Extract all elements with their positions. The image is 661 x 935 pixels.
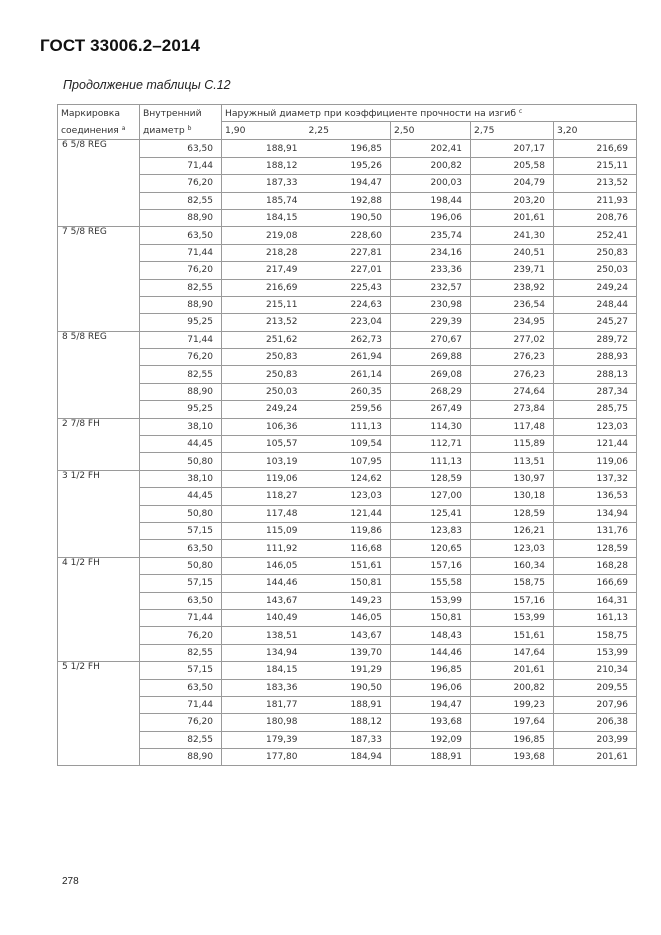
outer-diameter-cell: 151,61 — [471, 627, 554, 644]
outer-diameter-cell: 230,98 — [391, 296, 471, 313]
table-row — [58, 349, 637, 366]
outer-diameter-cell: 201,61 — [471, 662, 554, 679]
outer-diameter-cell: 155,58 — [391, 575, 471, 592]
outer-diameter-cell: 227,81 — [306, 244, 391, 261]
outer-diameter-cell: 179,39 — [222, 731, 306, 748]
connection-designation: 4 1/2 FH — [58, 557, 140, 661]
outer-diameter-cell: 184,94 — [306, 749, 391, 766]
connection-designation: 3 1/2 FH — [58, 470, 140, 557]
outer-diameter-cell: 269,08 — [391, 366, 471, 383]
outer-diameter-cell: 288,93 — [554, 349, 637, 366]
outer-diameter-cell: 112,71 — [391, 436, 471, 453]
table-row — [58, 418, 637, 435]
outer-diameter-cell: 203,99 — [554, 731, 637, 748]
inner-diameter-cell: 88,90 — [140, 209, 222, 226]
outer-diameter-cell: 192,88 — [306, 192, 391, 209]
outer-diameter-cell: 153,99 — [471, 609, 554, 626]
table-row — [58, 627, 637, 644]
outer-diameter-cell: 234,16 — [391, 244, 471, 261]
inner-diameter-cell: 44,45 — [140, 488, 222, 505]
outer-diameter-cell: 147,64 — [471, 644, 554, 661]
outer-diameter-cell: 130,18 — [471, 488, 554, 505]
inner-diameter-cell: 76,20 — [140, 262, 222, 279]
outer-diameter-cell: 217,49 — [222, 262, 306, 279]
outer-diameter-cell: 200,03 — [391, 175, 471, 192]
outer-diameter-cell: 160,34 — [471, 557, 554, 574]
outer-diameter-cell: 285,75 — [554, 401, 637, 418]
table-row — [58, 227, 637, 244]
outer-diameter-cell: 125,41 — [391, 505, 471, 522]
outer-diameter-cell: 250,03 — [222, 383, 306, 400]
connection-designation: 8 5/8 REG — [58, 331, 140, 418]
outer-diameter-cell: 225,43 — [306, 279, 391, 296]
outer-diameter-cell: 180,98 — [222, 714, 306, 731]
table-row — [58, 488, 637, 505]
table-row — [58, 192, 637, 209]
outer-diameter-cell: 274,64 — [471, 383, 554, 400]
outer-diameter-cell: 134,94 — [222, 644, 306, 661]
inner-diameter-cell: 76,20 — [140, 349, 222, 366]
outer-diameter-cell: 187,33 — [222, 175, 306, 192]
inner-diameter-cell: 63,50 — [140, 540, 222, 557]
outer-diameter-cell: 269,88 — [391, 349, 471, 366]
outer-diameter-cell: 241,30 — [471, 227, 554, 244]
table-row — [58, 557, 637, 574]
outer-diameter-cell: 128,59 — [554, 540, 637, 557]
inner-diameter-cell: 71,44 — [140, 244, 222, 261]
inner-diameter-cell: 82,55 — [140, 731, 222, 748]
table-row — [58, 157, 637, 174]
inner-diameter-cell: 88,90 — [140, 296, 222, 313]
inner-diameter-cell: 88,90 — [140, 383, 222, 400]
header-designation-footnote: а — [121, 125, 126, 133]
outer-diameter-cell: 119,06 — [222, 470, 306, 487]
outer-diameter-cell: 219,08 — [222, 227, 306, 244]
inner-diameter-cell: 50,80 — [140, 453, 222, 470]
outer-diameter-cell: 138,51 — [222, 627, 306, 644]
outer-diameter-cell: 224,63 — [306, 296, 391, 313]
header-inner-diameter-footnote: b — [187, 125, 192, 133]
outer-diameter-cell: 117,48 — [222, 505, 306, 522]
outer-diameter-cell: 196,85 — [391, 662, 471, 679]
inner-diameter-cell: 57,15 — [140, 522, 222, 539]
outer-diameter-cell: 146,05 — [222, 557, 306, 574]
inner-diameter-cell: 82,55 — [140, 192, 222, 209]
outer-diameter-cell: 216,69 — [554, 140, 637, 157]
inner-diameter-cell: 50,80 — [140, 557, 222, 574]
header-outer-diameter-footnote: c — [518, 107, 523, 115]
outer-diameter-cell: 249,24 — [222, 401, 306, 418]
outer-diameter-cell: 232,57 — [391, 279, 471, 296]
table-row — [58, 453, 637, 470]
outer-diameter-cell: 144,46 — [391, 644, 471, 661]
outer-diameter-cell: 153,99 — [391, 592, 471, 609]
table-row — [58, 331, 637, 348]
outer-diameter-cell: 236,54 — [471, 296, 554, 313]
outer-diameter-cell: 213,52 — [554, 175, 637, 192]
outer-diameter-cell: 211,93 — [554, 192, 637, 209]
outer-diameter-cell: 201,61 — [554, 749, 637, 766]
outer-diameter-cell: 119,86 — [306, 522, 391, 539]
outer-diameter-cell: 209,55 — [554, 679, 637, 696]
table-row — [58, 696, 637, 713]
header-coef-5: 3,20 — [554, 122, 637, 140]
inner-diameter-cell: 63,50 — [140, 140, 222, 157]
header-coef-2: 2,25 — [306, 122, 391, 140]
header-row-1 — [58, 105, 637, 122]
outer-diameter-cell: 216,69 — [222, 279, 306, 296]
outer-diameter-cell: 249,24 — [554, 279, 637, 296]
outer-diameter-cell: 234,95 — [471, 314, 554, 331]
outer-diameter-cell: 194,47 — [391, 696, 471, 713]
header-inner-diameter-cont — [140, 122, 222, 140]
header-inner-diameter-line2: диаметр — [143, 125, 185, 137]
header-inner-diameter — [140, 105, 222, 122]
outer-diameter-cell: 260,35 — [306, 383, 391, 400]
table-row — [58, 679, 637, 696]
header-coef-1: 1,90 — [222, 122, 306, 140]
outer-diameter-cell: 195,26 — [306, 157, 391, 174]
table-row — [58, 262, 637, 279]
table-row — [58, 436, 637, 453]
outer-diameter-cell: 248,44 — [554, 296, 637, 313]
outer-diameter-cell: 188,12 — [306, 714, 391, 731]
table-row — [58, 140, 637, 157]
outer-diameter-cell: 288,13 — [554, 366, 637, 383]
outer-diameter-cell: 206,38 — [554, 714, 637, 731]
outer-diameter-cell: 123,03 — [471, 540, 554, 557]
table-row — [58, 279, 637, 296]
table-row — [58, 401, 637, 418]
table-row — [58, 366, 637, 383]
outer-diameter-cell: 250,83 — [222, 349, 306, 366]
outer-diameter-cell: 143,67 — [306, 627, 391, 644]
outer-diameter-cell: 229,39 — [391, 314, 471, 331]
document-title: ГОСТ 33006.2–2014 — [40, 36, 201, 55]
table-row — [58, 383, 637, 400]
table-row — [58, 575, 637, 592]
outer-diameter-cell: 140,49 — [222, 609, 306, 626]
outer-diameter-cell: 196,06 — [391, 679, 471, 696]
inner-diameter-cell: 63,50 — [140, 227, 222, 244]
inner-diameter-cell: 71,44 — [140, 696, 222, 713]
outer-diameter-cell: 107,95 — [306, 453, 391, 470]
outer-diameter-cell: 208,76 — [554, 209, 637, 226]
outer-diameter-cell: 144,46 — [222, 575, 306, 592]
table-body — [58, 140, 637, 766]
outer-diameter-cell: 289,72 — [554, 331, 637, 348]
outer-diameter-cell: 105,57 — [222, 436, 306, 453]
outer-diameter-cell: 205,58 — [471, 157, 554, 174]
table-row — [58, 731, 637, 748]
outer-diameter-cell: 196,06 — [391, 209, 471, 226]
outer-diameter-cell: 121,44 — [554, 436, 637, 453]
page-number: 278 — [62, 876, 79, 887]
outer-diameter-cell: 185,74 — [222, 192, 306, 209]
outer-diameter-cell: 111,13 — [391, 453, 471, 470]
outer-diameter-cell: 123,03 — [306, 488, 391, 505]
outer-diameter-cell: 131,76 — [554, 522, 637, 539]
header-outer-diameter — [222, 105, 637, 122]
outer-diameter-cell: 276,23 — [471, 349, 554, 366]
outer-diameter-cell: 183,36 — [222, 679, 306, 696]
outer-diameter-cell: 201,61 — [471, 209, 554, 226]
outer-diameter-cell: 114,30 — [391, 418, 471, 435]
outer-diameter-cell: 158,75 — [554, 627, 637, 644]
outer-diameter-cell: 250,83 — [554, 244, 637, 261]
header-coef-3: 2,50 — [391, 122, 471, 140]
outer-diameter-cell: 202,41 — [391, 140, 471, 157]
table-row — [58, 609, 637, 626]
outer-diameter-cell: 123,03 — [554, 418, 637, 435]
outer-diameter-cell: 188,91 — [306, 696, 391, 713]
header-inner-diameter-line1: Внутренний — [143, 107, 202, 119]
outer-diameter-cell: 150,81 — [391, 609, 471, 626]
outer-diameter-cell: 115,89 — [471, 436, 554, 453]
outer-diameter-cell: 250,03 — [554, 262, 637, 279]
outer-diameter-cell: 111,13 — [306, 418, 391, 435]
outer-diameter-cell: 164,31 — [554, 592, 637, 609]
outer-diameter-cell: 134,94 — [554, 505, 637, 522]
outer-diameter-cell: 273,84 — [471, 401, 554, 418]
outer-diameter-cell: 268,29 — [391, 383, 471, 400]
outer-diameter-cell: 130,97 — [471, 470, 554, 487]
table-row — [58, 714, 637, 731]
outer-diameter-cell: 259,56 — [306, 401, 391, 418]
outer-diameter-cell: 136,53 — [554, 488, 637, 505]
outer-diameter-cell: 200,82 — [391, 157, 471, 174]
outer-diameter-cell: 184,15 — [222, 209, 306, 226]
table-row — [58, 244, 637, 261]
connection-designation: 7 5/8 REG — [58, 227, 140, 331]
header-row-2 — [58, 122, 637, 140]
outer-diameter-cell: 245,27 — [554, 314, 637, 331]
outer-diameter-cell: 233,36 — [391, 262, 471, 279]
header-designation — [58, 105, 140, 122]
header-outer-diameter-label: Наружный диаметр при коэффициенте прочности на изгиб — [225, 107, 516, 119]
outer-diameter-cell: 207,96 — [554, 696, 637, 713]
table-row — [58, 592, 637, 609]
inner-diameter-cell: 95,25 — [140, 401, 222, 418]
outer-diameter-cell: 123,83 — [391, 522, 471, 539]
inner-diameter-cell: 63,50 — [140, 592, 222, 609]
outer-diameter-cell: 250,83 — [222, 366, 306, 383]
table-row — [58, 175, 637, 192]
inner-diameter-cell: 50,80 — [140, 505, 222, 522]
outer-diameter-cell: 150,81 — [306, 575, 391, 592]
outer-diameter-cell: 207,17 — [471, 140, 554, 157]
outer-diameter-cell: 197,64 — [471, 714, 554, 731]
outer-diameter-cell: 116,68 — [306, 540, 391, 557]
outer-diameter-cell: 215,11 — [554, 157, 637, 174]
outer-diameter-cell: 196,85 — [471, 731, 554, 748]
outer-diameter-cell: 223,04 — [306, 314, 391, 331]
outer-diameter-cell: 196,85 — [306, 140, 391, 157]
table-row — [58, 644, 637, 661]
outer-diameter-cell: 128,59 — [471, 505, 554, 522]
outer-diameter-cell: 240,51 — [471, 244, 554, 261]
outer-diameter-cell: 194,47 — [306, 175, 391, 192]
table-row — [58, 749, 637, 766]
outer-diameter-cell: 277,02 — [471, 331, 554, 348]
outer-diameter-cell: 276,23 — [471, 366, 554, 383]
table-row — [58, 209, 637, 226]
data-table — [57, 104, 637, 766]
outer-diameter-cell: 153,99 — [554, 644, 637, 661]
inner-diameter-cell: 57,15 — [140, 662, 222, 679]
outer-diameter-cell: 157,16 — [391, 557, 471, 574]
outer-diameter-cell: 146,05 — [306, 609, 391, 626]
inner-diameter-cell: 71,44 — [140, 609, 222, 626]
outer-diameter-cell: 184,15 — [222, 662, 306, 679]
outer-diameter-cell: 227,01 — [306, 262, 391, 279]
inner-diameter-cell: 71,44 — [140, 157, 222, 174]
outer-diameter-cell: 168,28 — [554, 557, 637, 574]
outer-diameter-cell: 238,92 — [471, 279, 554, 296]
outer-diameter-cell: 215,11 — [222, 296, 306, 313]
outer-diameter-cell: 109,54 — [306, 436, 391, 453]
outer-diameter-cell: 117,48 — [471, 418, 554, 435]
outer-diameter-cell: 151,61 — [306, 557, 391, 574]
outer-diameter-cell: 204,79 — [471, 175, 554, 192]
inner-diameter-cell: 88,90 — [140, 749, 222, 766]
outer-diameter-cell: 137,32 — [554, 470, 637, 487]
header-designation-line2: соединения — [61, 125, 119, 137]
outer-diameter-cell: 210,34 — [554, 662, 637, 679]
outer-diameter-cell: 127,00 — [391, 488, 471, 505]
inner-diameter-cell: 57,15 — [140, 575, 222, 592]
outer-diameter-cell: 139,70 — [306, 644, 391, 661]
outer-diameter-cell: 188,91 — [391, 749, 471, 766]
outer-diameter-cell: 181,77 — [222, 696, 306, 713]
table-caption: Продолжение таблицы С.12 — [63, 78, 231, 92]
outer-diameter-cell: 120,65 — [391, 540, 471, 557]
outer-diameter-cell: 143,67 — [222, 592, 306, 609]
inner-diameter-cell: 95,25 — [140, 314, 222, 331]
outer-diameter-cell: 235,74 — [391, 227, 471, 244]
outer-diameter-cell: 188,91 — [222, 140, 306, 157]
outer-diameter-cell: 192,09 — [391, 731, 471, 748]
outer-diameter-cell: 149,23 — [306, 592, 391, 609]
inner-diameter-cell: 76,20 — [140, 175, 222, 192]
outer-diameter-cell: 251,62 — [222, 331, 306, 348]
outer-diameter-cell: 128,59 — [391, 470, 471, 487]
outer-diameter-cell: 166,69 — [554, 575, 637, 592]
outer-diameter-cell: 198,44 — [391, 192, 471, 209]
outer-diameter-cell: 193,68 — [391, 714, 471, 731]
outer-diameter-cell: 115,09 — [222, 522, 306, 539]
header-coef-4: 2,75 — [471, 122, 554, 140]
connection-designation: 6 5/8 REG — [58, 140, 140, 227]
outer-diameter-cell: 113,51 — [471, 453, 554, 470]
table-row — [58, 314, 637, 331]
outer-diameter-cell: 218,28 — [222, 244, 306, 261]
outer-diameter-cell: 190,50 — [306, 679, 391, 696]
outer-diameter-cell: 267,49 — [391, 401, 471, 418]
connection-designation: 2 7/8 FH — [58, 418, 140, 470]
inner-diameter-cell: 82,55 — [140, 366, 222, 383]
outer-diameter-cell: 119,06 — [554, 453, 637, 470]
outer-diameter-cell: 203,20 — [471, 192, 554, 209]
outer-diameter-cell: 193,68 — [471, 749, 554, 766]
inner-diameter-cell: 76,20 — [140, 714, 222, 731]
outer-diameter-cell: 287,34 — [554, 383, 637, 400]
outer-diameter-cell: 148,43 — [391, 627, 471, 644]
table-row — [58, 470, 637, 487]
inner-diameter-cell: 63,50 — [140, 679, 222, 696]
table-row — [58, 522, 637, 539]
outer-diameter-cell: 158,75 — [471, 575, 554, 592]
header-designation-cont — [58, 122, 140, 140]
connection-designation: 5 1/2 FH — [58, 662, 140, 766]
inner-diameter-cell: 71,44 — [140, 331, 222, 348]
table-row — [58, 296, 637, 313]
outer-diameter-cell: 252,41 — [554, 227, 637, 244]
table-row — [58, 662, 637, 679]
table-row — [58, 540, 637, 557]
inner-diameter-cell: 76,20 — [140, 627, 222, 644]
outer-diameter-cell: 118,27 — [222, 488, 306, 505]
outer-diameter-cell: 124,62 — [306, 470, 391, 487]
outer-diameter-cell: 187,33 — [306, 731, 391, 748]
outer-diameter-cell: 126,21 — [471, 522, 554, 539]
outer-diameter-cell: 262,73 — [306, 331, 391, 348]
inner-diameter-cell: 82,55 — [140, 279, 222, 296]
outer-diameter-cell: 161,13 — [554, 609, 637, 626]
outer-diameter-cell: 228,60 — [306, 227, 391, 244]
outer-diameter-cell: 103,19 — [222, 453, 306, 470]
inner-diameter-cell: 82,55 — [140, 644, 222, 661]
header-designation-line1: Маркировка — [61, 107, 120, 119]
outer-diameter-cell: 188,12 — [222, 157, 306, 174]
outer-diameter-cell: 121,44 — [306, 505, 391, 522]
outer-diameter-cell: 270,67 — [391, 331, 471, 348]
outer-diameter-cell: 239,71 — [471, 262, 554, 279]
outer-diameter-cell: 261,14 — [306, 366, 391, 383]
outer-diameter-cell: 177,80 — [222, 749, 306, 766]
outer-diameter-cell: 199,23 — [471, 696, 554, 713]
outer-diameter-cell: 106,36 — [222, 418, 306, 435]
table-row — [58, 505, 637, 522]
outer-diameter-cell: 111,92 — [222, 540, 306, 557]
outer-diameter-cell: 157,16 — [471, 592, 554, 609]
outer-diameter-cell: 191,29 — [306, 662, 391, 679]
outer-diameter-cell: 200,82 — [471, 679, 554, 696]
outer-diameter-cell: 190,50 — [306, 209, 391, 226]
outer-diameter-cell: 213,52 — [222, 314, 306, 331]
inner-diameter-cell: 38,10 — [140, 470, 222, 487]
inner-diameter-cell: 44,45 — [140, 436, 222, 453]
inner-diameter-cell: 38,10 — [140, 418, 222, 435]
outer-diameter-cell: 261,94 — [306, 349, 391, 366]
